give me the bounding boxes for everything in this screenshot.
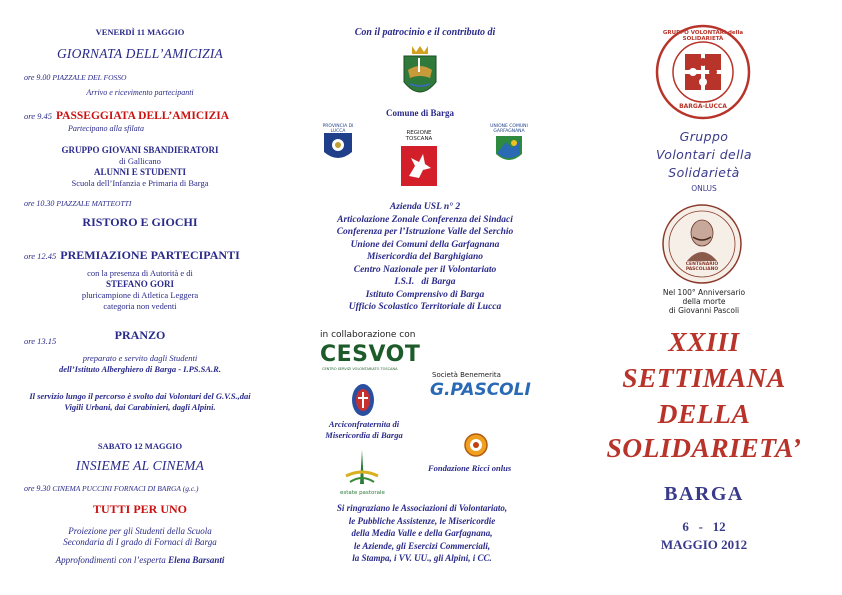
t6-line3 xyxy=(24,555,256,565)
estate-pastorale-icon xyxy=(340,446,384,490)
thanks-line: le Aziende, gli Esercizi Commerciali, xyxy=(353,540,491,551)
t4-title: PREMIAZIONE PARTECIPANTI xyxy=(60,248,240,262)
t3-title: RISTORO E GIOCHI xyxy=(82,215,198,229)
t6-line3-text: Approfondimenti con l’esperta xyxy=(55,555,166,565)
t1-time: ore 9.00 xyxy=(24,73,51,82)
thanks-line: la Stampa, i VV. UU., gli Alpini, i CC. xyxy=(352,553,492,563)
ricci-label: Fondazione Ricci onlus xyxy=(428,463,512,473)
seal-top-text: GRUPPO VOLONTARI della SOLIDARIETÀ xyxy=(662,30,744,42)
event1-title: GIORNATA DELL’AMICIZIA xyxy=(56,46,224,61)
provincia-label: PROVINCIA DI LUCCA xyxy=(322,124,354,134)
t2-line xyxy=(24,106,256,124)
comune-label: Comune di Barga xyxy=(385,108,454,118)
day1-heading: VENERDÌ 11 MAGGIO xyxy=(95,27,185,37)
t4-line xyxy=(24,246,256,264)
thanks-block xyxy=(312,502,532,565)
t5-time: ore 13.15 xyxy=(24,336,57,346)
patron-item: I.S.I. di Barga xyxy=(394,277,456,287)
t5-title: PRANZO xyxy=(114,328,166,342)
thanks-line: Si ringraziano le Associazioni di Volontariato, xyxy=(336,503,508,513)
patron-item: Azienda USL n° 2 xyxy=(389,202,461,212)
t1-place: PIAZZALE DEL FOSSO xyxy=(52,73,127,82)
patron-item: Istituto Comprensivo di Barga xyxy=(365,289,485,300)
patron-item: Conferenza per l’Istruzione Valle del Serchio xyxy=(336,227,514,237)
day2-heading: SABATO 12 MAGGIO xyxy=(97,441,183,451)
group2-sub: Scuola dell’Infanzia e Primaria di Barga xyxy=(71,178,209,188)
t5-line2: dell’Istituto Alberghiero di Barga - I.PS.SA.R. xyxy=(59,364,221,374)
main-title-1: XXIII xyxy=(668,326,740,357)
t2-desc: Partecipano alla sfilata xyxy=(68,124,144,133)
t5-line1: preparato e servito dagli Studenti xyxy=(82,353,198,363)
t4-time: ore 12.45 xyxy=(24,251,57,261)
t1-desc: Arrivo e ricevimento partecipanti xyxy=(86,88,194,97)
patron-item: Centro Nazionale per il Volontariato xyxy=(353,264,497,275)
anniversary-line: Nel 100° Anniversario xyxy=(662,288,746,297)
main-title-2: SETTIMANA xyxy=(622,362,786,393)
org-line3: Solidarietà xyxy=(668,165,740,180)
thanks-line: le Pubbliche Assistenze, le Misericordie xyxy=(348,515,496,526)
unione-garfagnana-logo xyxy=(488,124,530,168)
patron-item: Unione dei Comuni della Garfagnana xyxy=(350,239,500,250)
t4-line1: con la presenza di Autorità e di xyxy=(87,268,193,278)
patron-item: Articolazione Zonale Conferenza dei Sindaci xyxy=(337,214,513,225)
main-title-3: DELLA xyxy=(657,398,751,429)
event-dates: 6 - 12 xyxy=(682,519,726,534)
pastorale-label: estate pastorale xyxy=(340,490,385,496)
t4-name: STEFANO GORI xyxy=(105,279,175,289)
t4-line3: categoria non vedenti xyxy=(103,301,177,311)
group2: ALUNNI E STUDENTI xyxy=(93,167,187,177)
anniversary-line: della morte xyxy=(682,297,726,306)
patron-list xyxy=(312,201,538,314)
t6-time: ore 9.30 xyxy=(24,484,51,493)
regione-toscana-pegasus-icon xyxy=(401,146,437,186)
onlus-label: ONLUS xyxy=(691,184,717,193)
unione-garfagnana-shield-icon xyxy=(494,134,524,166)
thanks-line: della Media Valle e della Garfagnana, xyxy=(351,528,493,538)
cesvot-sub: CENTRO SERVIZI VOLONTARIATO TOSCANA xyxy=(322,367,398,371)
cesvot-logo: CESVOT xyxy=(320,342,421,367)
patron-item: Misericordia del Barghigiano xyxy=(366,252,484,262)
pascoli-seal-text: CENTENARIO PASCOLIANO xyxy=(685,262,719,272)
regione-toscana-logo xyxy=(398,130,440,188)
t6-line xyxy=(24,484,256,493)
t4-line2: pluricampione di Atletica Leggera xyxy=(81,290,199,300)
org-line1: Gruppo xyxy=(679,129,729,144)
t6-expert: Elena Barsanti xyxy=(168,555,225,565)
patron-item: Ufficio Scolastico Territoriale di Lucca xyxy=(348,302,502,312)
misericordia-label: Arciconfraternita di Misericordia di Barga xyxy=(325,419,403,440)
t3-time: ore 10.30 xyxy=(24,199,55,208)
comune-barga-crest-icon xyxy=(400,44,440,104)
pascoli-centenary-seal-icon xyxy=(661,203,743,285)
t6-title: TUTTI PER UNO xyxy=(92,502,187,516)
t2-time: ore 9.45 xyxy=(24,111,53,121)
t2-title: PASSEGGIATA DELL’AMICIZIA xyxy=(56,110,230,122)
t3-place: PIAZZALE MATTEOTTI xyxy=(56,199,132,208)
city-name: BARGA xyxy=(664,483,744,505)
group1-sub: di Gallicano xyxy=(119,156,161,166)
pascoli-logo: G.PASCOLI xyxy=(430,380,531,400)
t3-line xyxy=(24,199,256,208)
anniversary-block xyxy=(595,288,813,315)
patronage-heading: Con il patrocinio e il contributo di xyxy=(354,27,496,38)
event2-title: INSIEME AL CINEMA xyxy=(75,458,205,473)
group1: GRUPPO GIOVANI SBANDIERATORI xyxy=(61,145,219,155)
misericordia-crest-icon xyxy=(350,382,376,418)
org-line2: Volontari della xyxy=(656,147,752,162)
service-note: Il servizio lungo il percorso è svolto dai Volontari del G.V.S.,dai Vigili Urbani, dai Carabinieri, dagli Alpini. xyxy=(29,391,251,412)
t6-line1: Proiezione per gli Studenti della Scuola xyxy=(68,526,212,536)
regione-label: REGIONE TOSCANA xyxy=(405,130,433,142)
collab-label: in collaborazione con xyxy=(320,330,416,340)
event-month: MAGGIO 2012 xyxy=(660,537,748,552)
anniversary-line: di Giovanni Pascoli xyxy=(668,306,740,315)
t6-place: CINEMA PUCCINI FORNACI DI BARGA (g.c.) xyxy=(52,484,199,493)
t1-line xyxy=(24,73,256,82)
pascoli-small: Società Benemerita xyxy=(432,371,501,379)
unione-label: UNIONE COMUNI GARFAGNANA xyxy=(490,124,528,134)
t6-line2: Secondaria di I grado di Fornaci di Barga xyxy=(63,537,217,547)
seal-bottom-text: BARGA-LUCCA xyxy=(679,103,727,110)
provincia-lucca-logo xyxy=(318,124,358,164)
main-title-4: SOLIDARIETA’ xyxy=(606,432,802,463)
ricci-foundation-icon xyxy=(464,432,488,458)
